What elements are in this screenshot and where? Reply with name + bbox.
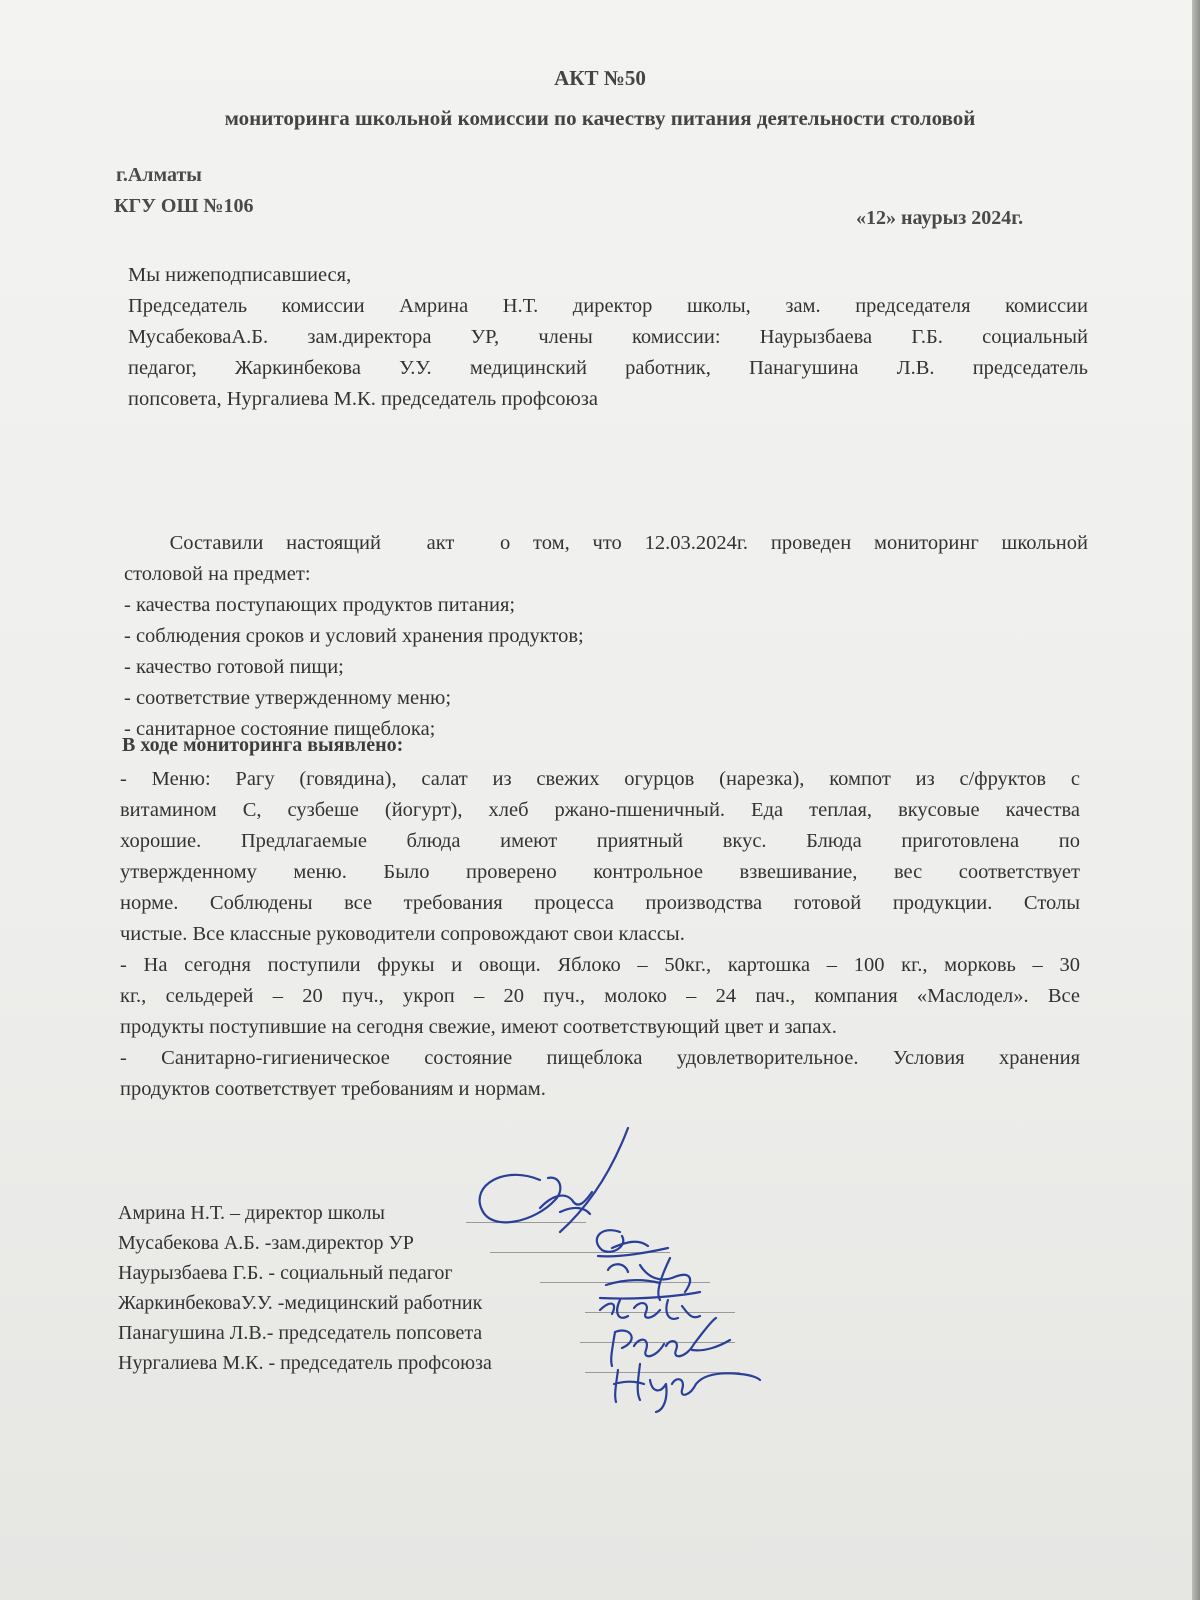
signature-line (540, 1282, 710, 1283)
signature-line (585, 1372, 740, 1373)
findings-line: утвержденному меню. Было проверено контрольное взвешивание, вес соответствует (120, 861, 1080, 883)
purpose-line: - качество готовой пищи; (124, 656, 344, 678)
findings-line: хорошие. Предлагаемые блюда имеют приятный вкус. Блюда приготовлена по (120, 830, 1080, 852)
purpose-line: - качества поступающих продуктов питания; (124, 594, 516, 616)
intro-line: педагог, Жаркинбекова У.У. медицинский работник, Панагушина Л.В. председатель (128, 357, 1088, 379)
intro-line: попсовета, Нургалиева М.К. председатель профсоюза (128, 388, 598, 410)
purpose-line: - соответствие утвержденному меню; (124, 687, 452, 709)
findings-line: кг., сельдерей – 20 пуч., укроп – 20 пуч., молоко – 24 пач., компания «Маслодел». Все (120, 985, 1080, 1007)
findings-line: чистые. Все классные руководители сопровождают свои классы. (120, 923, 685, 945)
signature-line (585, 1312, 735, 1313)
document-subtitle: мониторинга школьной комиссии по качеству питания деятельности столовой (224, 106, 976, 130)
findings-line: - Санитарно-гигиеническое состояние пищеблока удовлетворительное. Условия хранения (120, 1047, 1080, 1069)
purpose-line: Составили настоящий акт о том, что 12.03.2024г. проведен мониторинг школьной (124, 532, 1088, 554)
findings-line: продукты поступившие на сегодня свежие, имеют соответствующий цвет и запах. (120, 1016, 837, 1038)
organization: КГУ ОШ №106 (114, 195, 254, 217)
findings-line: - На сегодня поступили фрукы и овощи. Яблоко – 50кг., картошка – 100 кг., морковь – 30 (120, 954, 1080, 976)
signatory-line: Амрина Н.Т. – директор школы (118, 1202, 385, 1224)
page-edge-shadow (1192, 0, 1200, 1600)
findings-line: витамином С, сузбеше (йогурт), хлеб ржано-пшеничный. Еда теплая, вкусовые качества (120, 799, 1080, 821)
purpose-line: - санитарное состояние пищеблока; (124, 718, 436, 740)
findings-line: - Меню: Рагу (говядина), салат из свежих огурцов (нарезка), компот из с/фруктов с (120, 768, 1080, 790)
purpose-line: столовой на предмет: (124, 563, 311, 585)
intro-line: МусабековаА.Б. зам.директора УР, члены комиссии: Наурызбаева Г.Б. социальный (128, 326, 1088, 348)
findings-paragraph (120, 764, 1080, 1105)
signatory-line: Наурызбаева Г.Б. - социальный педагог (118, 1262, 453, 1284)
purpose-paragraph (124, 466, 1088, 776)
signature-line (490, 1252, 670, 1253)
intro-line: Председатель комиссии Амрина Н.Т. директор школы, зам. председателя комиссии (128, 295, 1088, 317)
signatory-line: ЖаркинбековаУ.У. -медицинский работник (118, 1292, 483, 1314)
intro-paragraph (128, 260, 1088, 415)
findings-line: норме. Соблюдены все требования процесса производства готовой продукции. Столы (120, 892, 1080, 914)
signatory-line: Панагушина Л.В.- председатель попсовета (118, 1322, 483, 1344)
signatory-line: Нургалиева М.К. - председатель профсоюза (118, 1352, 492, 1374)
purpose-line: - соблюдения сроков и условий хранения продуктов; (124, 625, 584, 647)
signature-line (466, 1222, 586, 1223)
city: г.Алматы (116, 164, 202, 186)
signatory-line: Мусабекова А.Б. -зам.директор УР (118, 1232, 414, 1254)
document-date: «12» наурыз 2024г. (856, 207, 1024, 229)
findings-heading: В ходе мониторинга выявлено: (122, 734, 404, 756)
findings-line: продуктов соответствует требованиям и нормам. (120, 1078, 546, 1100)
signature-line (580, 1342, 735, 1343)
document-title: АКТ №50 (554, 66, 646, 90)
intro-line: Мы нижеподписавшиеся, (128, 264, 352, 286)
